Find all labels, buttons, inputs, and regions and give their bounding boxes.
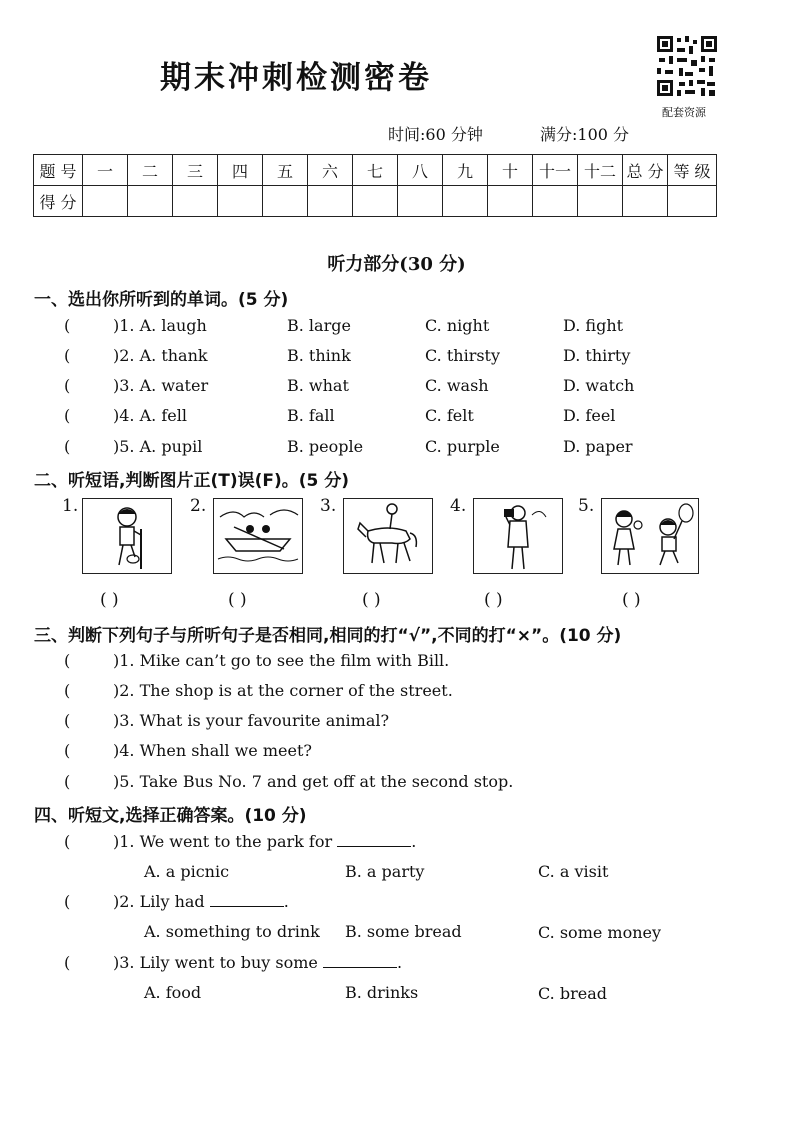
answer-paren[interactable]: (	[64, 892, 71, 911]
score-input-cell[interactable]	[623, 186, 668, 217]
picture-number: 1.	[62, 496, 79, 516]
picture-number: 3.	[320, 496, 337, 516]
option-b: B. think	[287, 346, 351, 365]
picture-number: 4.	[450, 496, 467, 516]
option-b: B. fall	[287, 406, 335, 425]
answer-paren[interactable]: ( )	[484, 590, 503, 610]
option-c: C. a visit	[538, 862, 609, 881]
table-cell: 四	[218, 155, 263, 186]
answer-paren[interactable]: (	[64, 953, 71, 972]
score-table-header-row	[34, 155, 717, 186]
table-cell: 十二	[578, 155, 623, 186]
fill-blank[interactable]	[337, 832, 411, 847]
option-c: C. wash	[425, 376, 489, 395]
question-option-a: )4. A. fell	[113, 406, 187, 425]
answer-paren[interactable]: (	[64, 346, 71, 365]
picture-number: 5.	[578, 496, 595, 516]
answer-paren[interactable]: ( )	[228, 590, 247, 610]
table-cell: 七	[353, 155, 398, 186]
sentence-text: )5. Take Bus No. 7 and get off at the second stop.	[113, 772, 514, 791]
option-d: D. watch	[563, 376, 635, 395]
score-table-score-row	[34, 186, 717, 217]
option-c: C. bread	[538, 984, 607, 1003]
score-input-cell[interactable]	[398, 186, 443, 217]
question-text	[113, 892, 289, 911]
score-input-cell[interactable]	[668, 186, 717, 217]
score-input-cell[interactable]	[173, 186, 218, 217]
answer-paren[interactable]: ( )	[362, 590, 381, 610]
table-cell: 五	[263, 155, 308, 186]
option-c: C. some money	[538, 923, 662, 942]
sentence-text: )4. When shall we meet?	[113, 741, 312, 760]
answer-paren[interactable]: (	[64, 681, 71, 700]
table-cell: 总 分	[623, 155, 668, 186]
score-input-cell[interactable]	[218, 186, 263, 217]
question-text	[113, 953, 402, 972]
answer-paren[interactable]: (	[64, 651, 71, 670]
question-option-a: )3. A. water	[113, 376, 209, 395]
boy-crutches-picture	[82, 498, 172, 574]
option-d: D. paper	[563, 437, 633, 456]
sentence-text: )2. The shop is at the corner of the street.	[113, 681, 453, 700]
score-table	[33, 154, 717, 217]
option-d: D. fight	[563, 316, 624, 335]
part1-heading: 一、选出你所听到的单词。(5 分)	[34, 290, 289, 310]
score-input-cell[interactable]	[443, 186, 488, 217]
question-option-a: )2. A. thank	[113, 346, 208, 365]
answer-paren[interactable]: (	[64, 406, 71, 425]
question-end: .	[283, 892, 289, 911]
qr-label: 配套资源	[662, 106, 706, 119]
horse-riding-picture	[343, 498, 433, 574]
full-score: 满分:100 分	[540, 125, 630, 144]
table-cell: 得 分	[34, 186, 83, 217]
question-stem: )1. We went to the park for	[113, 832, 333, 851]
answer-paren[interactable]: (	[64, 316, 71, 335]
score-input-cell[interactable]	[128, 186, 173, 217]
score-input-cell[interactable]	[488, 186, 533, 217]
option-c: C. night	[425, 316, 490, 335]
option-c: C. felt	[425, 406, 474, 425]
question-text	[113, 832, 416, 851]
question-option-a: )5. A. pupil	[113, 437, 203, 456]
page-title: 期末冲刺检测密卷	[160, 60, 432, 96]
sentence-text: )3. What is your favourite animal?	[113, 711, 390, 730]
score-input-cell[interactable]	[308, 186, 353, 217]
option-b: B. large	[287, 316, 351, 335]
score-input-cell[interactable]	[533, 186, 578, 217]
question-stem: )2. Lily had	[113, 892, 205, 911]
option-d: D. feel	[563, 406, 616, 425]
boat-rowing-picture	[213, 498, 303, 574]
fill-blank[interactable]	[323, 953, 397, 968]
table-cell: 等 级	[668, 155, 717, 186]
option-c: C. thirsty	[425, 346, 501, 365]
table-cell: 九	[443, 155, 488, 186]
table-cell: 十一	[533, 155, 578, 186]
qr-code-icon[interactable]	[655, 34, 719, 98]
option-a: A. a picnic	[144, 862, 230, 881]
table-cell: 三	[173, 155, 218, 186]
score-input-cell[interactable]	[83, 186, 128, 217]
table-cell: 六	[308, 155, 353, 186]
option-b: B. people	[287, 437, 364, 456]
kids-playing-picture	[601, 498, 699, 574]
picture-number: 2.	[190, 496, 207, 516]
table-cell: 题 号	[34, 155, 83, 186]
option-b: B. what	[287, 376, 349, 395]
question-stem: )3. Lily went to buy some	[113, 953, 318, 972]
option-b: B. some bread	[345, 922, 462, 941]
answer-paren[interactable]: (	[64, 741, 71, 760]
sentence-text: )1. Mike can’t go to see the film with Bill.	[113, 651, 450, 670]
score-input-cell[interactable]	[353, 186, 398, 217]
question-end: .	[396, 953, 403, 972]
answer-paren[interactable]: (	[64, 832, 71, 851]
table-cell: 二	[128, 155, 173, 186]
score-input-cell[interactable]	[263, 186, 308, 217]
option-b: B. a party	[345, 862, 425, 881]
fill-blank[interactable]	[210, 892, 284, 907]
answer-paren[interactable]: (	[64, 772, 71, 791]
part4-heading: 四、听短文,选择正确答案。(10 分)	[34, 806, 307, 826]
exam-time: 时间:60 分钟	[388, 125, 483, 144]
option-a: A. something to drink	[144, 922, 320, 941]
photographer-picture	[473, 498, 563, 574]
part2-heading: 二、听短语,判断图片正(T)误(F)。(5 分)	[34, 471, 350, 491]
score-input-cell[interactable]	[578, 186, 623, 217]
table-cell: 十	[488, 155, 533, 186]
table-cell: 一	[83, 155, 128, 186]
option-d: D. thirty	[563, 346, 631, 365]
answer-paren[interactable]: (	[64, 376, 71, 395]
question-option-a: )1. A. laugh	[113, 316, 207, 335]
answer-paren[interactable]: ( )	[622, 590, 641, 610]
option-a: A. food	[144, 983, 202, 1002]
listening-heading: 听力部分(30 分)	[327, 254, 466, 275]
table-cell: 八	[398, 155, 443, 186]
option-b: B. drinks	[345, 983, 419, 1002]
answer-paren[interactable]: ( )	[100, 590, 119, 610]
option-c: C. purple	[425, 437, 500, 456]
answer-paren[interactable]: (	[64, 711, 71, 730]
question-end: .	[411, 832, 417, 851]
answer-paren[interactable]: (	[64, 437, 71, 456]
part3-heading: 三、判断下列句子与所听句子是否相同,相同的打“√”,不同的打“×”。(10 分)	[34, 626, 622, 646]
